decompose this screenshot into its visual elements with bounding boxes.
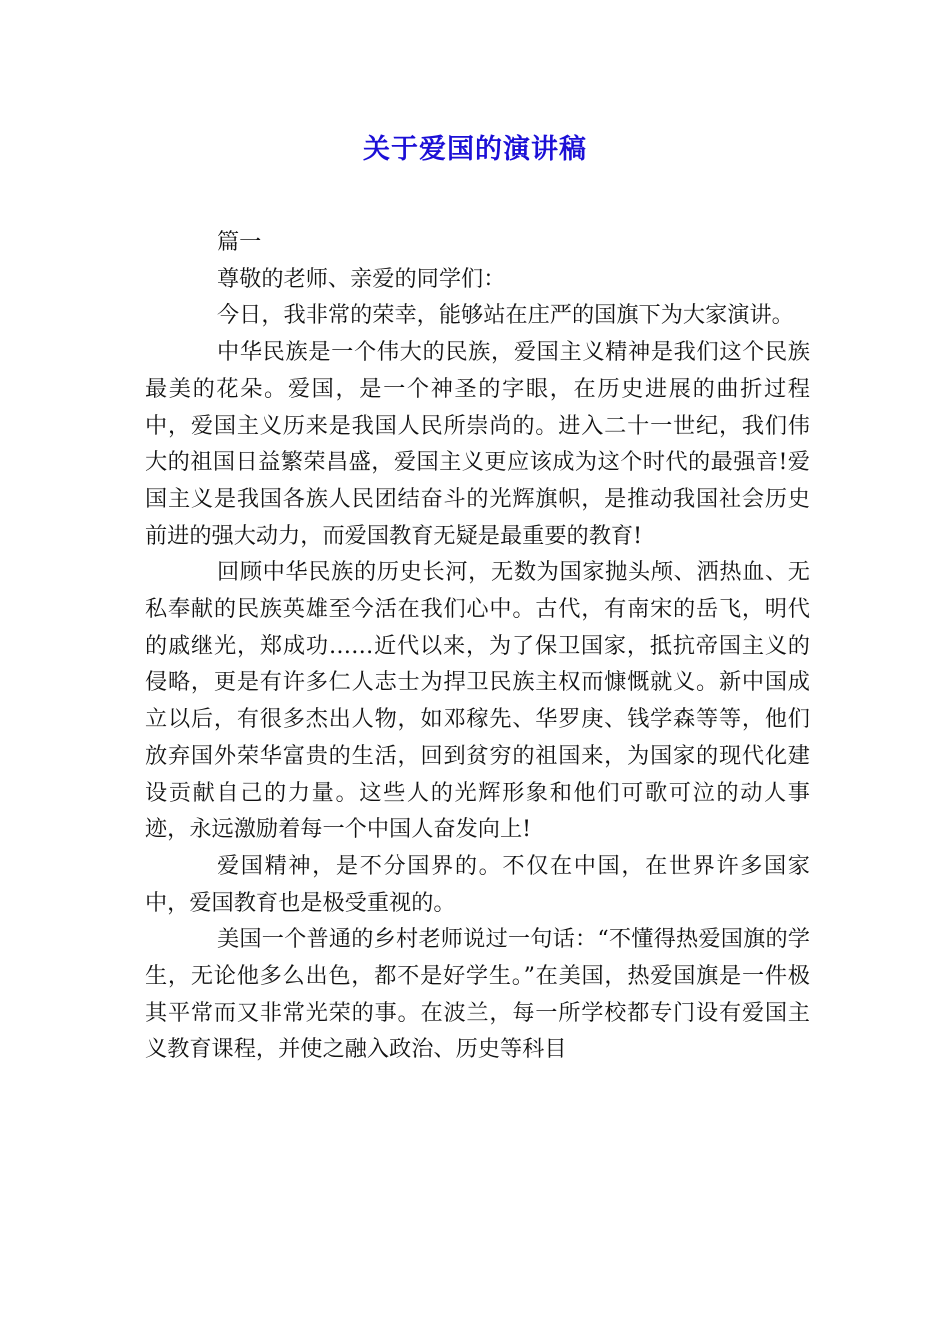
paragraph-history-heroes: 回顾中华民族的历史长河，无数为国家抛头颅、洒热血、无私奉献的民族英雄至今活在我们心中。古代，有南宋的岳飞，明代的戚继光，郑成功……近代以来，为了保卫国家，抵抗帝国主义的侵略，更是有许多仁人志士为捍卫民族主权而慷慨就义。新中国成立以后，有很多杰出人物，如邓稼先、华罗庚、钱学森等等，他们放弃国外荣华富贵的生活，回到贫穷的祖国来，为国家的现代化建设贡献自己的力量。这些人的光辉形象和他们可歌可泣的动人事迹，永远激励着每一个中国人奋发向上!: [145, 559, 810, 843]
paragraph-nation-spirit: 中华民族是一个伟大的民族，爱国主义精神是我们这个民族最美的花朵。爱国，是一个神圣的字眼，在历史进展的曲折过程中，爱国主义历来是我国人民所崇尚的。进入二十一世纪，我们伟大的祖国日益繁荣昌盛，爱国主义更应该成为这个时代的最强音!爱国主义是我国各族人民团结奋斗的光辉旗帜，是推动我国社会历史前进的强大动力，而爱国教育无疑是最重要的教育!: [145, 339, 810, 549]
paragraph-foreign-examples: 美国一个普通的乡村老师说过一句话：“不懂得热爱国旗的学生，无论他多么出色，都不是好学生。”在美国，热爱国旗是一件极其平常而又非常光荣的事。在波兰，每一所学校都专门设有爱国主义教育课程，并使之融入政治、历史等科目: [145, 926, 810, 1063]
document-title: 关于爱国的演讲稿: [363, 134, 587, 165]
paragraph-opening: 今日，我非常的荣幸，能够站在庄严的国旗下为大家演讲。: [217, 302, 794, 329]
paragraph-greeting: 尊敬的老师、亲爱的同学们：: [217, 265, 506, 292]
paragraph-heading: 篇一: [217, 229, 262, 255]
paragraph-no-borders: 爱国精神，是不分国界的。不仅在中国，在世界许多国家中，爱国教育也是极受重视的。: [145, 852, 810, 916]
document-body: [145, 224, 810, 1068]
